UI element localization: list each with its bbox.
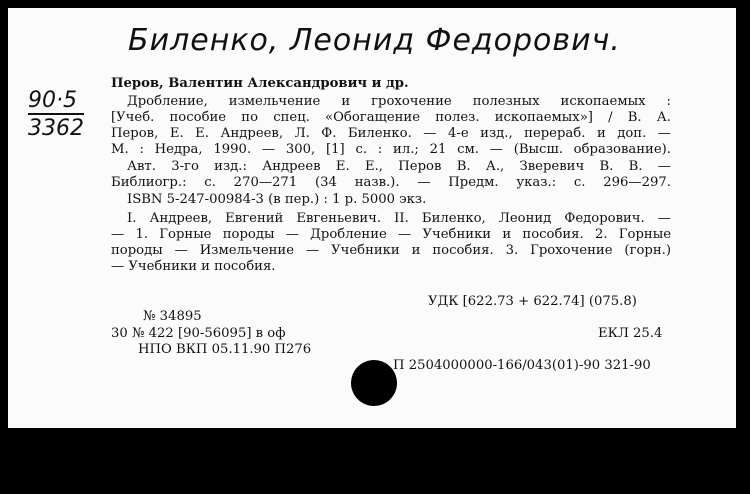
publication-code: П 2504000000-166/043(01)-90 321-90 [393,358,651,373]
tracing-line: — 1. Горные породы — Дробление — Учебники и пособия. 2. Горные [111,227,671,242]
isbn-line: ISBN 5-247-00984-3 (в пер.) : 1 р. 5000 экз. [127,192,427,207]
ekl-code: ЕКЛ 25.4 [598,326,663,341]
entry-heading: Перов, Валентин Александрович и др. [111,76,409,91]
tracing-line: породы — Измельчение — Учебники и пособия. 3. Грохочение (горн.) [111,243,671,258]
notes-line: Авт. 3-го изд.: Андреев Е. Е., Перов В. А., Зверевич В. В. — [127,159,671,174]
tracing-line: I. Андреев, Евгений Евгеньевич. II. Биленко, Леонид Федорович. — [127,211,671,226]
title-line: [Учеб. пособие по спец. «Обогащение полез. ископаемых»] / В. А. [111,110,671,125]
title-line: Перов, Е. Е. Андреев, Л. Ф. Биленко. — 4-е изд., перераб. и доп. — [111,126,671,141]
punch-hole [351,360,397,406]
handwritten-call-number-bottom: 3362 [28,116,84,141]
scan-background [0,428,750,494]
catalog-card [8,8,736,428]
order-number: 30 № 422 [90-56095] в оф [111,326,286,341]
handwritten-call-number-top: 90·5 [28,88,77,113]
title-line: Дробление, измельчение и грохочение полезных ископаемых : [127,94,671,109]
npo-stamp: НПО ВКП 05.11.90 П276 [138,342,312,357]
title-line: М. : Недра, 1990. — 300, [1] с. : ил.; 21 см. — (Высш. образование). [111,142,671,157]
tracing-line: — Учебники и пособия. [111,259,276,274]
call-number-divider [28,113,84,115]
handwritten-author-header: Биленко, Леонид Федорович. [128,23,621,58]
inventory-number: № 34895 [143,309,202,324]
notes-line: Библиогр.: с. 270—271 (34 назв.). — Предм. указ.: с. 296—297. [111,175,671,190]
udk-classification: УДК [622.73 + 622.74] (075.8) [428,294,637,309]
